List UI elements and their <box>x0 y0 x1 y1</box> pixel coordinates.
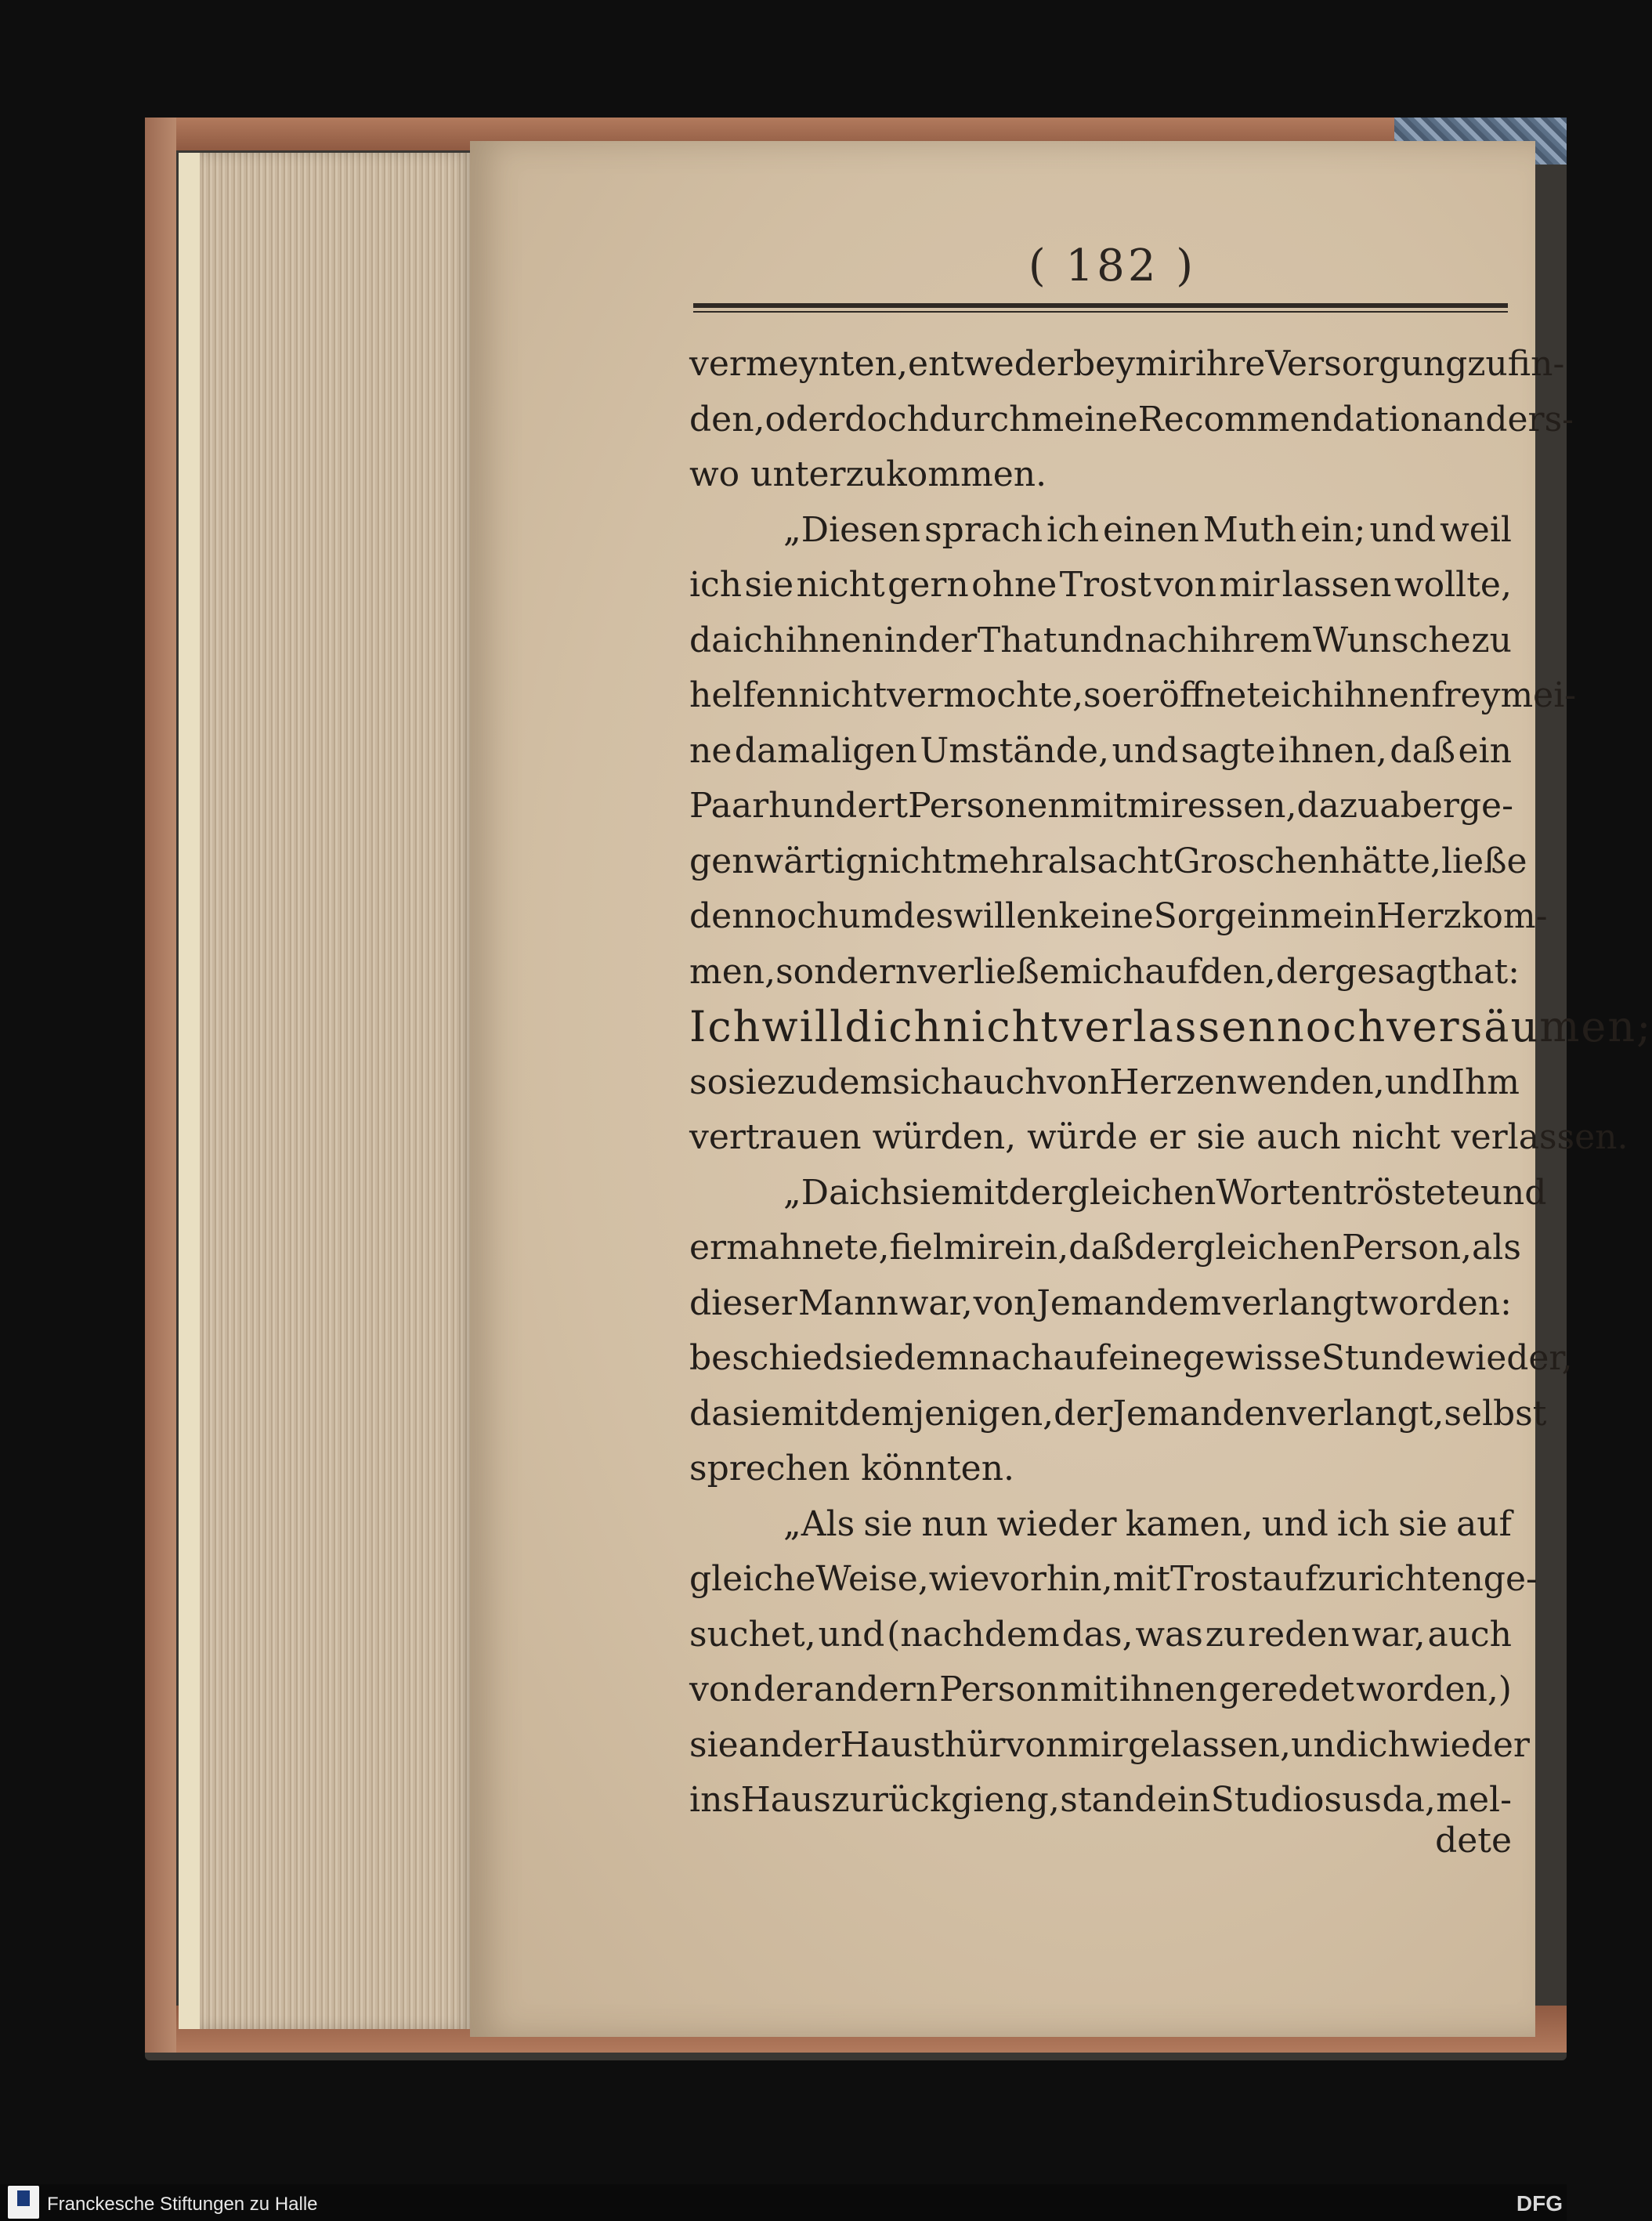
text-line: vermeynten, entweder bey mir ihre Versorgung zu fin- <box>689 344 1565 384</box>
institution-logo-icon <box>8 2186 39 2219</box>
dfg-logo: DFG <box>1516 2191 1563 2216</box>
header-rule <box>693 303 1508 308</box>
page-number: ( 182 ) <box>1028 241 1197 291</box>
text-line: wo unterzukommen. <box>689 454 1047 494</box>
text-line: von der andern Person mit ihnen geredet worden,) <box>689 1669 1512 1709</box>
text-line: da ich ihnen in der That und nach ihrem Wunsche zu <box>689 620 1512 660</box>
text-line: sie an der Hausthür von mir gelassen, und ich wieder <box>689 1724 1530 1765</box>
text-line: „Als sie nun wieder kamen, und ich sie auf <box>783 1503 1512 1544</box>
page-body-text <box>689 337 1652 1865</box>
text-line: dieser Mann war, von Jemandem verlangt worden: <box>689 1282 1512 1323</box>
text-line: men, sondern verließe mich auf den, der gesagt hat: <box>689 951 1520 992</box>
text-line: den, oder doch durch meine Recommendation anders- <box>689 399 1574 439</box>
text-line: helfen nicht vermochte, so eröffnete ich ihnen frey mei- <box>689 675 1577 715</box>
text-line: ich sie nicht gern ohne Trost von mir lassen wollte, <box>689 565 1512 605</box>
text-line: „Diesen sprach ich einen Muth ein; und weil <box>783 509 1512 550</box>
text-line: Paar hundert Personen mit mir essen, dazu aber ge- <box>689 786 1513 826</box>
text-line: Ich will dich nicht verlassen noch versäumen; <box>689 1002 1652 1051</box>
text-line: da sie mit demjenigen, der Jemanden verlangt, selbst <box>689 1393 1547 1434</box>
text-line: suchet, und (nachdem das, was zu reden war, auch <box>689 1614 1512 1655</box>
text-line: ne damaligen Umstände, und sagte ihnen, daß ein <box>689 730 1512 771</box>
page-fore-edge <box>200 153 474 2029</box>
text-line: ins Haus zurück gieng, stand ein Studiosus da, mel- <box>689 1780 1512 1820</box>
endpaper <box>179 153 202 2029</box>
text-line: so sie zu dem sich auch von Herzen wenden, und Ihm <box>689 1062 1520 1102</box>
text-line: sprechen könnten. <box>689 1449 1015 1489</box>
text-line: vertrauen würden, würde er sie auch nicht verlassen. <box>689 1117 1629 1157</box>
text-line: gleiche Weise, wie vorhin, mit Trost aufzurichten ge- <box>689 1559 1538 1599</box>
header-rule-thin <box>693 311 1508 313</box>
text-line: beschied sie demnach auf eine gewisse Stunde wieder, <box>689 1338 1573 1378</box>
text-line: „Da ich sie mit dergleichen Worten tröstete und <box>783 1172 1547 1213</box>
text-line: ermahnete, fiel mir ein, daß dergleichen Person, als <box>689 1228 1521 1268</box>
leather-binding-spine <box>145 118 176 2053</box>
institution-name: Franckesche Stiftungen zu Halle <box>47 2194 318 2215</box>
text-line: genwärtig nicht mehr als acht Groschen hätte, ließe <box>689 841 1527 881</box>
catchword: dete <box>1435 1821 1512 1861</box>
text-line: dennoch um deswillen keine Sorge in mein Herz kom- <box>689 896 1548 936</box>
